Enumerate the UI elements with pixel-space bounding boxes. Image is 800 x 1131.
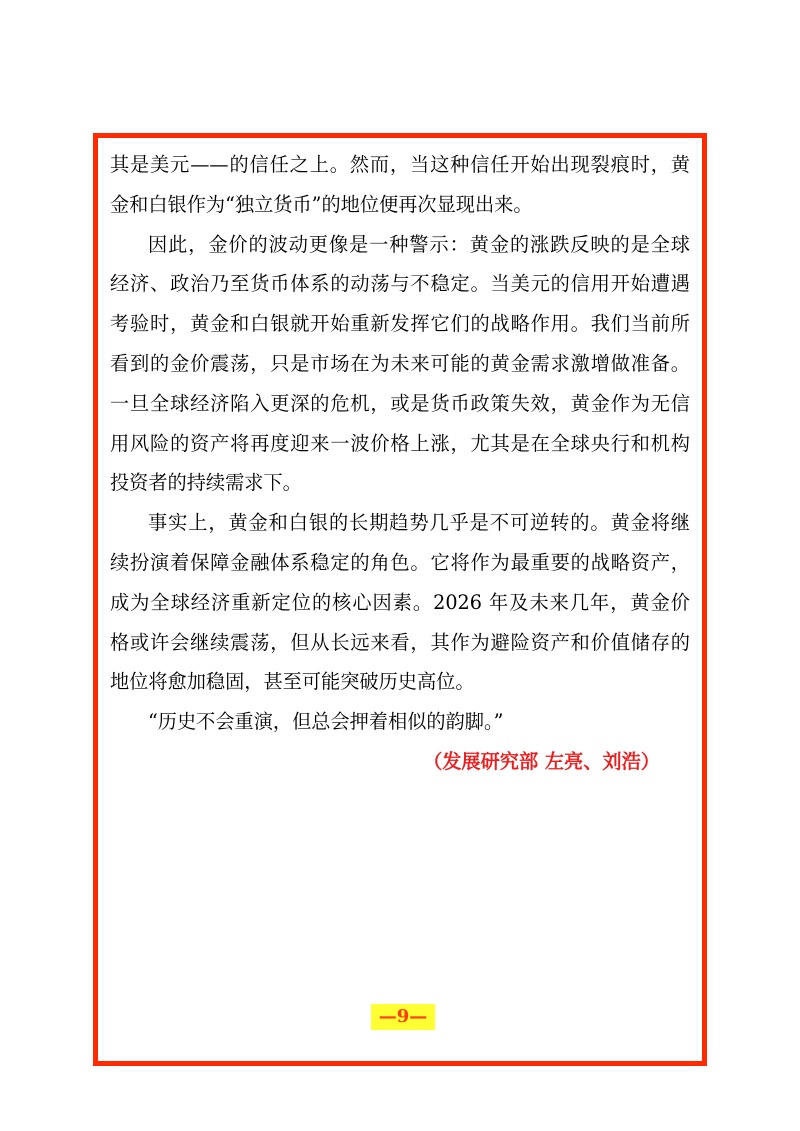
text-line: 考验时，黄金和白银就开始重新发挥它们的战略作用。我们当前所 <box>110 312 690 336</box>
paragraph-start-line: 因此，金价的波动更像是一种警示：黄金的涨跌反映的是全球 <box>148 232 690 256</box>
text-line: 格或许会继续震荡，但从长远来看，其作为避险资产和价值储存的 <box>110 630 690 654</box>
text-line: 看到的金价震荡，只是市场在为未来可能的黄金需求激增做准备。 <box>110 351 690 375</box>
text-line: 金和白银作为“独立货币”的地位便再次显现出来。 <box>110 192 533 216</box>
page-number: —9— <box>371 1004 435 1030</box>
text-line: 续扮演着保障金融体系稳定的角色。它将作为最重要的战略资产， <box>110 550 690 574</box>
text-line: 成为全球经济重新定位的核心因素。2026 年及未来几年，黄金价 <box>110 590 690 614</box>
paragraph-start-line: 事实上，黄金和白银的长期趋势几乎是不可逆转的。黄金将继 <box>148 511 690 535</box>
quote-line: “历史不会重演，但总会押着相似的韵脚。” <box>148 710 504 734</box>
text-line: 地位将愈加稳固，甚至可能突破历史高位。 <box>110 670 475 694</box>
text-line: 一旦全球经济陷入更深的危机，或是货币政策失效，黄金作为无信 <box>110 391 690 415</box>
text-line: 其是美元——的信任之上。然而，当这种信任开始出现裂痕时，黄 <box>110 153 690 176</box>
article-body <box>110 145 690 782</box>
text-line: 投资者的持续需求下。 <box>110 471 302 495</box>
text-line: 经济、政治乃至货币体系的动荡与不稳定。当美元的信用开始遭遇 <box>110 272 690 296</box>
text-line: 用风险的资产将再度迎来一波价格上涨，尤其是在全球央行和机构 <box>110 431 690 455</box>
author-credit: （发展研究部 左亮、刘浩） <box>423 749 660 773</box>
